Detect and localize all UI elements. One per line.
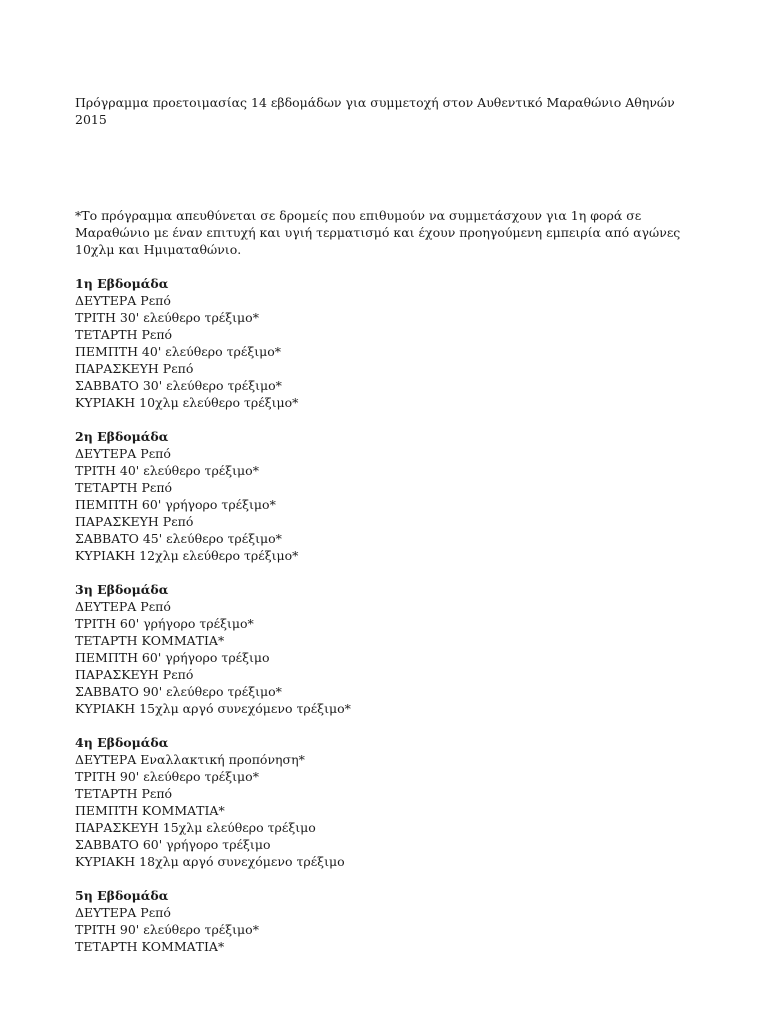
week-heading: 5η Εβδομάδα <box>75 888 169 903</box>
day-entry: ΠΑΡΑΣΚΕΥΗ Ρεπό <box>75 514 194 529</box>
day-entry: ΣΑΒΒΑΤΟ 45' ελεύθερο τρέξιμο* <box>75 531 282 546</box>
week-heading: 4η Εβδομάδα <box>75 735 169 750</box>
day-entry: ΤΡΙΤΗ 90' ελεύθερο τρέξιμο* <box>75 922 259 937</box>
day-entry: ΤΕΤΑΡΤΗ ΚΟΜΜΑΤΙΑ* <box>75 633 225 648</box>
day-entry: ΠΑΡΑΣΚΕΥΗ 15χλμ ελεύθερο τρέξιμο <box>75 820 316 835</box>
day-entry: ΤΕΤΑΡΤΗ Ρεπό <box>75 327 173 342</box>
day-entry: ΔΕΥΤΕΡΑ Ρεπό <box>75 293 171 308</box>
week-section-5 <box>75 887 695 955</box>
document-title: Πρόγραμμα προετοιμασίας 14 εβδομάδων για συμμετοχή στον Αυθεντικό Μαραθώνιο Αθηνών 2015 <box>75 95 675 127</box>
day-entry: ΣΑΒΒΑΤΟ 30' ελεύθερο τρέξιμο* <box>75 378 282 393</box>
week-heading: 3η Εβδομάδα <box>75 582 169 597</box>
week-heading: 2η Εβδομάδα <box>75 429 169 444</box>
day-entry: ΠΕΜΠΤΗ 60' γρήγορο τρέξιμο <box>75 650 270 665</box>
day-entry: ΚΥΡΙΑΚΗ 10χλμ ελεύθερο τρέξιμο* <box>75 395 299 410</box>
day-entry: ΤΡΙΤΗ 30' ελεύθερο τρέξιμο* <box>75 310 259 325</box>
week-section-3 <box>75 581 695 717</box>
day-entry: ΤΕΤΑΡΤΗ Ρεπό <box>75 480 173 495</box>
week-heading: 1η Εβδομάδα <box>75 276 169 291</box>
day-entry: ΔΕΥΤΕΡΑ Ρεπό <box>75 446 171 461</box>
day-entry: ΤΕΤΑΡΤΗ Ρεπό <box>75 786 173 801</box>
day-entry: ΚΥΡΙΑΚΗ 15χλμ αργό συνεχόμενο τρέξιμο* <box>75 701 351 716</box>
day-entry: ΠΕΜΠΤΗ 40' ελεύθερο τρέξιμο* <box>75 344 281 359</box>
day-entry: ΔΕΥΤΕΡΑ Ρεπό <box>75 905 171 920</box>
day-entry: ΠΕΜΠΤΗ ΚΟΜΜΑΤΙΑ* <box>75 803 225 818</box>
day-entry: ΠΑΡΑΣΚΕΥΗ Ρεπό <box>75 361 194 376</box>
day-entry: ΤΡΙΤΗ 40' ελεύθερο τρέξιμο* <box>75 463 259 478</box>
day-entry: ΠΕΜΠΤΗ 60' γρήγορο τρέξιμο* <box>75 497 276 512</box>
day-entry: ΣΑΒΒΑΤΟ 90' ελεύθερο τρέξιμο* <box>75 684 282 699</box>
day-entry: ΔΕΥΤΕΡΑ Εναλλακτική προπόνηση* <box>75 752 305 767</box>
week-section-2 <box>75 428 695 564</box>
day-entry: ΠΑΡΑΣΚΕΥΗ Ρεπό <box>75 667 194 682</box>
day-entry: ΤΡΙΤΗ 90' ελεύθερο τρέξιμο* <box>75 769 259 784</box>
document-page <box>75 94 695 955</box>
week-section-4 <box>75 734 695 870</box>
day-entry: ΤΡΙΤΗ 60' γρήγορο τρέξιμο* <box>75 616 254 631</box>
program-note: *Το πρόγραμμα απευθύνεται σε δρομείς που επιθυμούν να συμμετάσχουν για 1η φορά σε Μαραθώνιο με έναν επιτυχή και υγιή τερματισμό και έχουν προηγούμενη εμπειρία από αγώνες 10χλμ και Ημιματαθώνιο. <box>75 208 681 257</box>
day-entry: ΚΥΡΙΑΚΗ 18χλμ αργό συνεχόμενο τρέξιμο <box>75 854 345 869</box>
day-entry: ΔΕΥΤΕΡΑ Ρεπό <box>75 599 171 614</box>
week-section-1 <box>75 275 695 411</box>
day-entry: ΚΥΡΙΑΚΗ 12χλμ ελεύθερο τρέξιμο* <box>75 548 299 563</box>
day-entry: ΤΕΤΑΡΤΗ ΚΟΜΜΑΤΙΑ* <box>75 939 225 954</box>
day-entry: ΣΑΒΒΑΤΟ 60' γρήγορο τρέξιμο <box>75 837 271 852</box>
